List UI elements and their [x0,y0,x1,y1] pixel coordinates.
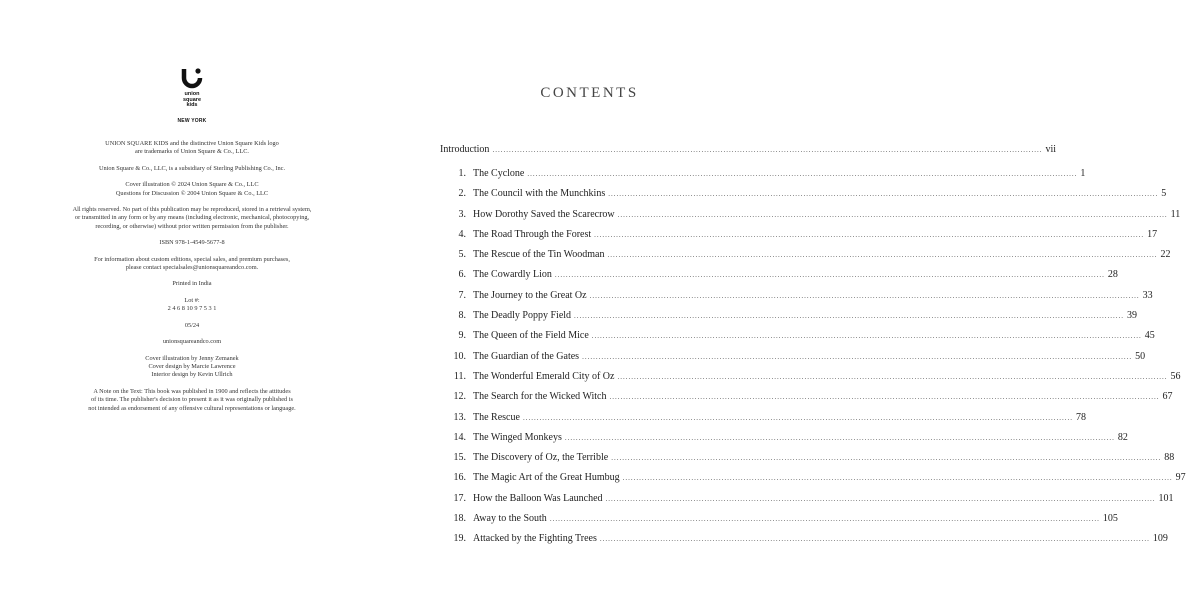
copyright-line: Cover illustration by Jenny Zemanek [145,354,239,362]
toc-page-number: 33 [1142,289,1153,301]
toc-entry [440,269,1118,289]
copyright-line: please contact specialsales@unionsquareandco.com. [125,264,259,272]
toc-chapter-title: The Deadly Poppy Field [473,310,572,322]
toc-chapter-title: The Journey to the Great Oz [473,289,587,301]
toc-entry [440,391,1173,411]
toc-entry [440,330,1155,350]
copyright-paragraph [40,338,344,346]
toc-dot-leader: ........................................................................................................................................................................................................ [617,372,1168,381]
contents-title: CONTENTS [540,85,639,101]
toc-page-number: 97 [1175,472,1186,484]
toc-entry [440,431,1128,452]
toc-chapter-number: 5. [458,249,466,261]
toc-page-number: vii [1045,144,1056,155]
toc-page-number: 45 [1144,330,1155,342]
copyright-line: 05/24 [184,321,200,329]
toc-chapter-title: The Council with the Munchkins [473,188,606,200]
union-square-kids-logo-icon [179,66,205,92]
toc-dot-leader: ........................................................................................................................................................................................................ [594,230,1145,239]
copyright-line: Interior design by Kevin Ullrich [151,371,233,379]
toc-chapter-title: The Discovery of Oz, the Terrible [473,452,609,464]
toc-chapter-title: The Winged Monkeys [473,431,562,443]
toc-page-number: 105 [1102,513,1118,525]
copyright-line: Union Square & Co., LLC, is a subsidiary of Sterling Publishing Co., Inc. [98,164,286,172]
copyright-line: UNION SQUARE KIDS and the distinctive Union Square Kids logo [105,140,279,147]
toc-page-number: 67 [1162,391,1173,403]
toc-entry [440,370,1181,391]
copyright-line: Printed in India [172,280,212,288]
toc-chapter-title: The Rescue [473,411,520,423]
copyright-line: Cover illustration © 2024 Union Square & Co., LLC [125,181,259,189]
copyright-paragraph [40,140,344,157]
toc-entry [440,350,1146,371]
toc-dot-leader: ........................................................................................................................................................................................................ [599,535,1150,544]
toc-chapter-number: 9. [458,330,466,342]
copyright-line: All rights reserved. No part of this publication may be reproduced, stored in a retrieval system, [72,206,312,214]
toc-entry [440,228,1158,249]
toc-page-number: 88 [1164,452,1175,464]
toc-entry [440,208,1181,229]
toc-page-number: 82 [1117,431,1128,443]
copyright-page [0,0,393,600]
copyright-line: or transmitted in any form or by any means (including electronic, mechanical, photocopying, [74,214,310,222]
toc-chapter-number: 16. [453,472,466,484]
logo-line-1: union [184,91,200,97]
toc-entry [440,289,1153,310]
toc-page-number: 39 [1127,310,1138,322]
copyright-paragraph [40,355,344,380]
toc-chapter-number: 3. [458,208,466,220]
toc-page-number: 1 [1080,168,1086,179]
toc-chapter-number: 11. [453,370,466,382]
copyright-paragraph [40,297,344,314]
toc-dot-leader: ........................................................................................................................................................................................................ [608,190,1159,199]
toc-page-number: 109 [1152,533,1168,545]
toc-page-number: 22 [1160,249,1171,261]
toc-page-number: 101 [1158,492,1174,504]
copyright-line: Questions for Discussion © 2004 Union Square & Co., LLC [115,189,269,197]
copyright-line: not intended as endorsement of any offensive cultural representations or language. [88,404,296,412]
toc-chapter-title: Introduction [440,144,490,155]
copyright-line: Cover design by Marcie Lawrence [148,362,236,370]
logo-line-2: square [182,96,202,103]
copyright-paragraph [40,256,344,273]
copyright-paragraph [40,181,344,198]
toc-chapter-number: 10. [453,350,466,362]
copyright-line: 2 4 6 8 10 9 7 5 3 1 [167,305,217,313]
toc-chapter-number: 13. [453,411,466,423]
toc-entry [440,492,1174,513]
toc-chapter-number: 7. [458,289,466,301]
copyright-line: of its time. The publisher's decision to present it as it was originally published is [91,396,293,404]
toc-chapter-title: The Search for the Wicked Witch [473,391,607,403]
toc-dot-leader: ........................................................................................................................................................................................................ [564,433,1115,442]
toc-entry [440,168,1086,188]
toc-chapter-number: 12. [453,391,466,403]
publisher-logo [172,66,212,109]
copyright-paragraph [40,239,344,247]
toc-chapter-title: The Cowardly Lion [473,269,552,281]
copyright-paragraph [40,322,344,330]
copyright-line: Lot #: [184,296,200,304]
toc-chapter-title: The Magic Art of the Great Humbug [473,472,620,484]
toc-page-number: 78 [1075,411,1086,423]
toc-page-number: 28 [1107,269,1118,281]
toc-dot-leader: ........................................................................................................................................................................................................ [574,312,1125,321]
toc-dot-leader: ........................................................................................................................................................................................................ [622,474,1173,483]
toc-chapter-title: How the Balloon Was Launched [473,492,603,504]
toc-dot-leader: ........................................................................................................................................................................................................ [607,251,1158,260]
toc-chapter-number: 14. [453,431,466,443]
toc-chapter-title: How Dorothy Saved the Scarecrow [473,208,615,220]
toc-chapter-number: 17. [453,492,466,504]
toc-chapter-title: The Queen of the Field Mice [473,330,589,342]
toc-entry [440,533,1168,553]
copyright-line: ISBN 978-1-4549-5677-8 [159,239,225,247]
toc-chapter-number: 15. [453,452,466,464]
toc-entry [440,188,1167,208]
toc-chapter-number: 18. [453,513,466,525]
toc-dot-leader: ........................................................................................................................................................................................................ [492,146,1043,154]
toc-entry [440,452,1175,472]
copyright-paragraph [40,388,344,413]
toc-chapter-number: 8. [458,310,466,322]
toc-chapter-number: 19. [453,533,466,545]
toc-entry [440,144,1056,168]
copyright-paragraph [40,165,344,173]
toc-entry [440,249,1171,269]
copyright-paragraph [40,206,344,231]
logo-city: NEW YORK [177,118,207,124]
toc-dot-leader: ........................................................................................................................................................................................................ [611,454,1162,463]
toc-dot-leader: ........................................................................................................................................................................................................ [549,515,1100,524]
toc-dot-leader: ........................................................................................................................................................................................................ [554,271,1105,280]
toc-chapter-title: The Road Through the Forest [473,228,592,240]
toc-entry [440,310,1138,330]
toc-chapter-title: Attacked by the Fighting Trees [473,533,597,545]
toc-chapter-number: 2. [458,188,466,200]
copyright-line: are trademarks of Union Square & Co., LLC. [134,148,249,156]
toc-chapter-number: 4. [458,228,466,240]
toc-dot-leader: ........................................................................................................................................................................................................ [591,332,1142,341]
table-of-contents [440,144,1186,554]
toc-chapter-title: The Rescue of the Tin Woodman [473,249,605,261]
copyright-paragraph [40,280,344,288]
toc-entry [440,513,1118,533]
toc-dot-leader: ........................................................................................................................................................................................................ [522,413,1073,422]
copyright-line: recording, or otherwise) without prior written permission from the publisher. [95,222,289,230]
toc-chapter-title: The Cyclone [473,168,525,179]
copyright-line: For information about custom editions, special sales, and premium purchases, [94,255,290,263]
toc-dot-leader: ........................................................................................................................................................................................................ [527,170,1078,178]
toc-chapter-title: The Wonderful Emerald City of Oz [473,370,615,382]
toc-page-number: 56 [1170,370,1181,382]
toc-dot-leader: ........................................................................................................................................................................................................ [617,210,1168,219]
toc-page-number: 50 [1135,350,1146,362]
toc-chapter-title: The Guardian of the Gates [473,350,580,362]
toc-chapter-number: 1. [458,168,466,179]
toc-page-number: 5 [1161,188,1167,200]
toc-dot-leader: ........................................................................................................................................................................................................ [605,494,1156,503]
toc-dot-leader: ........................................................................................................................................................................................................ [589,291,1140,300]
toc-page-number: 11 [1170,208,1181,220]
toc-chapter-title: Away to the South [473,513,547,525]
toc-page-number: 17 [1147,228,1158,240]
copyright-line: A Note on the Text: This book was published in 1900 and reflects the attitudes [93,387,291,395]
toc-dot-leader: ........................................................................................................................................................................................................ [582,352,1133,361]
copyright-text-block [40,140,344,421]
toc-dot-leader: ........................................................................................................................................................................................................ [609,393,1160,402]
toc-entry [440,411,1086,432]
logo-line-3: kids [186,102,198,108]
toc-entry [440,472,1186,492]
toc-chapter-number: 6. [458,269,466,281]
contents-page [393,0,1186,600]
copyright-line: unionsquareandco.com [162,338,222,346]
